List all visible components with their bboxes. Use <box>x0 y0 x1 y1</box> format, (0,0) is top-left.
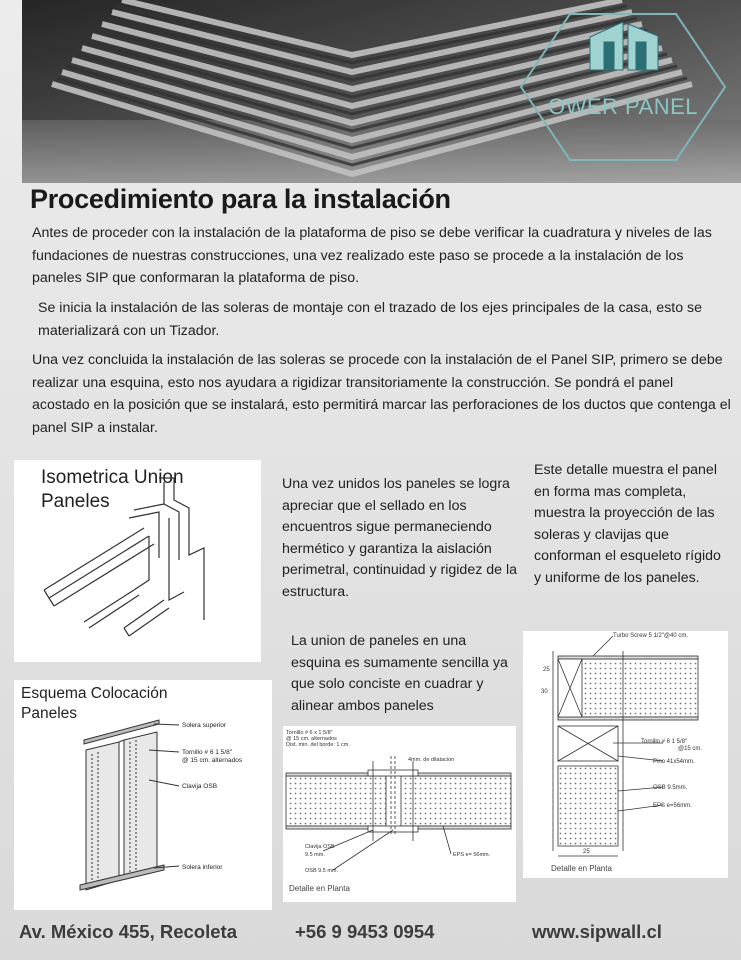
p1-eps: EPS e= 56mm. <box>453 852 491 858</box>
p2-pino: Pino 41x54mm. <box>653 759 695 765</box>
paragraph-2: Se inicia la instalación de las soleras de montaje con el trazado de los ejes principales de la casa, esto se materializará con un Tizador. <box>38 300 703 339</box>
p1-spacing: @ 15 cm. alternados <box>286 736 337 742</box>
p2-dim-2: 30 <box>541 689 548 695</box>
brand-name: OWER PANEL <box>547 94 699 119</box>
p2-tornillo: Tornillo # 6 1 5/8" <box>641 739 688 745</box>
p2-turbo: Turbo Screw 5 1/2"@40 cm. <box>613 633 689 639</box>
esquema-colocacion-figure <box>14 680 272 910</box>
footer-website[interactable]: www.sipwall.cl <box>532 921 662 942</box>
p1-dist: Dist. min. del borde: 1 cm. <box>286 742 350 748</box>
p1-clavija-thick: 9.5 mm. <box>305 852 325 858</box>
detalle-planta-1-figure <box>283 726 516 902</box>
esquema-label: Esquema Colocación Paneles <box>21 685 168 722</box>
detalle-planta-2-figure <box>523 631 728 878</box>
p2-caption: Detalle en Planta <box>551 864 612 873</box>
callout-solera-superior: Solera superior <box>182 722 227 729</box>
isometric-union-figure <box>14 460 261 662</box>
detalle-text: Este detalle muestra el panel en forma mas completa, muestra la proyección de las soleras y clavijas que conforman el esqueleto rígido y uniforme de los paneles. <box>534 462 721 586</box>
p2-dim-1: 25 <box>543 667 550 673</box>
p2-eps: EPS e=56mm. <box>653 803 692 809</box>
paragraph-1: Antes de proceder con la instalación de la plataforma de piso se debe verificar la cuadratura y niveles de las fundaciones de nuestras construcciones, una vez realizado este paso se procede a la instalación de los paneles SIP que conformaran la plataforma de piso. <box>32 225 712 286</box>
callout-tornillo-spacing: @ 15 cm. alternados <box>182 757 243 764</box>
p1-clavija: Clavija OSB <box>305 844 335 850</box>
p1-osb: OSB 9.5 mm. <box>305 868 339 874</box>
isometric-label: Isometrica Union Paneles <box>41 467 184 512</box>
footer-address: Av. México 455, Recoleta <box>19 921 237 942</box>
paragraph-3: Una vez concluida la instalación de las soleras se procede con la instalación de el Panel SIP, primero se debe realizar una esquina, esto nos ayudara a rigidizar transitoriamente la construcción. Se pondrá el panel acostado en la posición que se instalará, esto permitirá marcar las perforaciones de los ductos que contenga el panel SIP a instalar. <box>32 352 731 436</box>
callout-tornillo: Tornillo # 6 1 5/8" <box>182 749 233 756</box>
p1-dilatacion: 4mm. de dilatacion <box>408 757 455 763</box>
footer-phone[interactable]: +56 9 9453 0954 <box>295 921 435 942</box>
page-title: Procedimiento para la instalación <box>30 184 451 214</box>
callout-solera-inferior: Solera inferior <box>182 864 223 871</box>
p1-caption: Detalle en Planta <box>289 884 350 893</box>
union-text: Una vez unidos los paneles se logra apreciar que el sellado en los encuentros sigue permaneciendo hermético y garantiza la aislación perimetral, continuidad y rigidez de la estructura. <box>282 476 518 600</box>
p1-tornillo: Tornillo # 6 x 1 5/8" <box>286 730 333 736</box>
p2-dim-3: 25 <box>583 849 590 855</box>
brand-logo <box>520 12 726 162</box>
p2-spacing: @15 cm. <box>678 746 703 752</box>
esquina-text: La union de paneles en una esquina es sumamente sencilla ya que solo conciste en cuadrar y alinear ambos paneles <box>291 633 508 714</box>
p2-osb: OSB 9.5mm. <box>653 785 688 791</box>
callout-clavija: Clavija OSB <box>182 783 218 790</box>
